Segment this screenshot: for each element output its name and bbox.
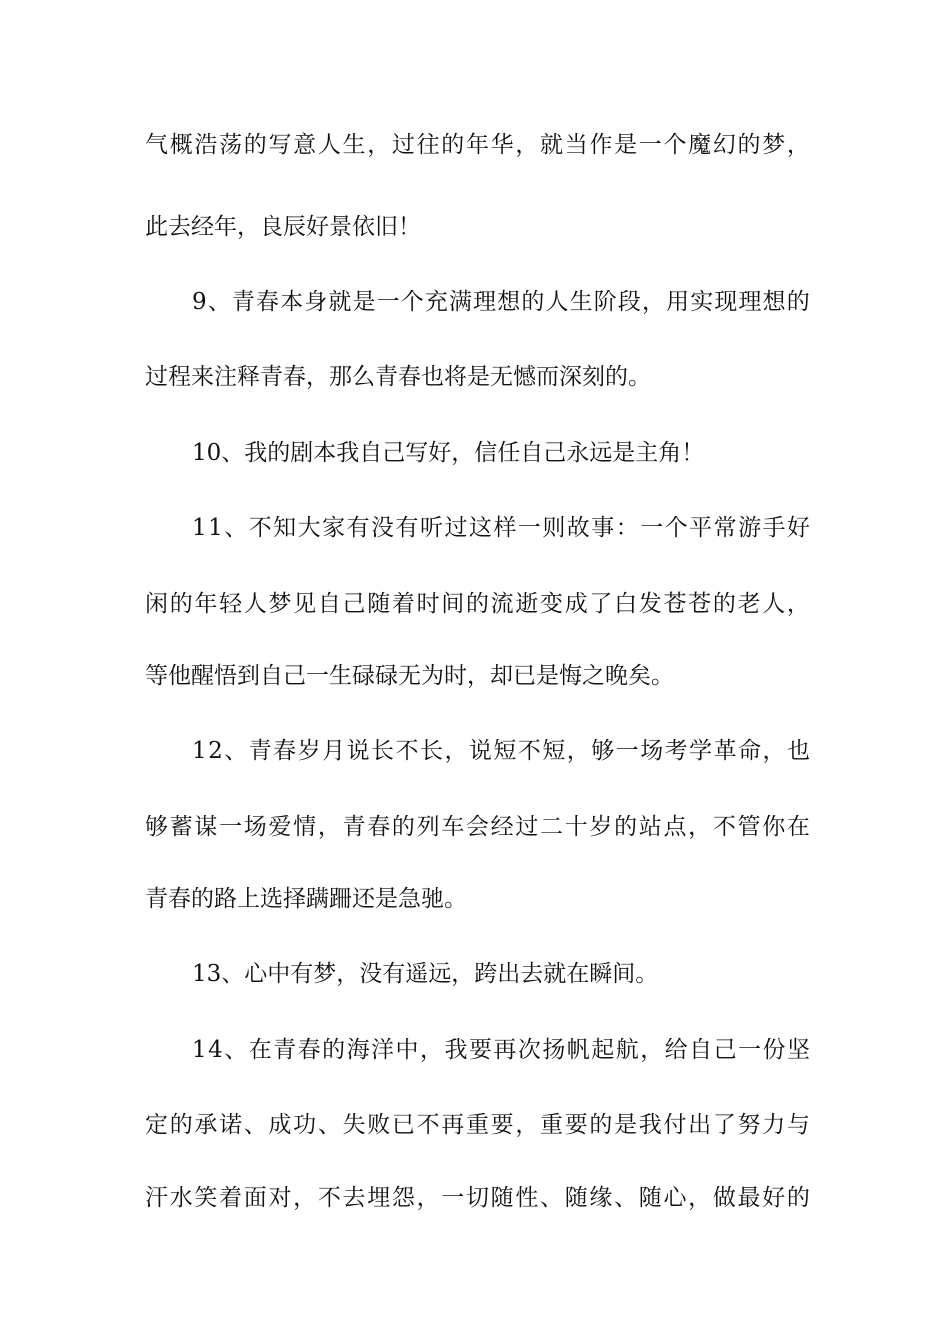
- paragraph-9-start: 9 、 青 春 本 身 就 是 一 个 充 满 理 想 的 人 生 阶 段 ， 用 实 现 理 想 的: [192, 289, 810, 315]
- text-line: 定 的 承 诺 、 成 功 、 失 败 已 不 再 重 要 ， 重 要 的 是 我 付 出 了 努 力 与: [145, 1112, 810, 1138]
- text-line: 青春的路上选择蹒跚还是急驰。: [145, 886, 467, 912]
- paragraph-10: 10、我的剧本我自己写好，信任自己永远是主角！: [192, 440, 705, 466]
- paragraph-14-start: 1 4 、 在 青 春 的 海 洋 中 ， 我 要 再 次 扬 帆 起 航 ， 给 自 己 一 份 坚: [192, 1037, 810, 1063]
- text-line: 此去经年，良辰好景依旧！: [145, 214, 421, 240]
- text-line: 闲 的 年 轻 人 梦 见 自 己 随 着 时 间 的 流 逝 变 成 了 白 发 苍 苍 的 老 人 ，: [145, 591, 810, 617]
- text-line: 等他醒悟到自己一生碌碌无为时，却已是悔之晚矣。: [145, 663, 674, 689]
- text-line: 够 蓄 谋 一 场 爱 情 ， 青 春 的 列 车 会 经 过 二 十 岁 的 站 点 ， 不 管 你 在: [145, 814, 810, 840]
- text-line: 气 概 浩 荡 的 写 意 人 生 ， 过 往 的 年 华 ， 就 当 作 是 一 个 魔 幻 的 梦 ，: [145, 132, 810, 158]
- text-line: 过程来注释青春，那么青春也将是无憾而深刻的。: [145, 364, 651, 390]
- paragraph-12-start: 1 2 、 青 春 岁 月 说 长 不 长 ， 说 短 不 短 ， 够 一 场 考 学 革 命 ， 也: [192, 738, 810, 764]
- paragraph-11-start: 1 1 、 不 知 大 家 有 没 有 听 过 这 样 一 则 故 事 ： 一 个 平 常 游 手 好: [192, 515, 810, 541]
- text-line: 汗 水 笑 着 面 对 ， 不 去 埋 怨 ， 一 切 随 性 、 随 缘 、 随 心 ， 做 最 好 的: [145, 1185, 810, 1211]
- paragraph-13: 13、心中有梦，没有遥远，跨出去就在瞬间。: [192, 961, 659, 987]
